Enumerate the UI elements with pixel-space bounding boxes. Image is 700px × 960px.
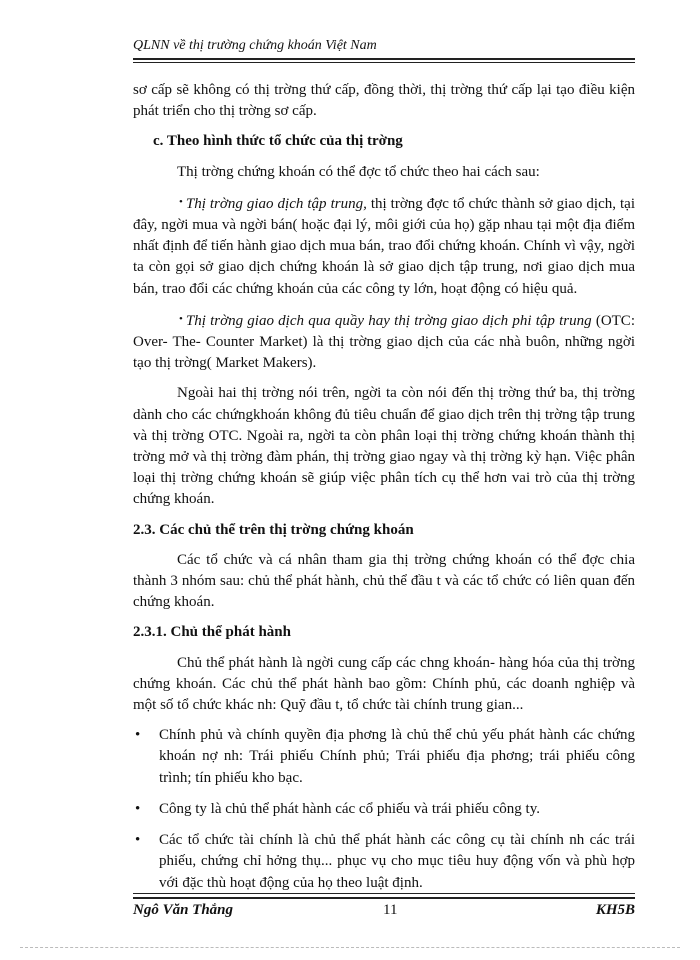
bullet-icon: • <box>179 195 183 208</box>
bullet-term: Thị trờng giao dịch qua quầy hay thị trờng giao dịch phi tập trung <box>185 312 592 329</box>
footer-rule-thin <box>133 893 635 894</box>
bullet-paragraph <box>133 192 635 300</box>
header-rule-thin <box>133 62 635 63</box>
bullet-text: thị trờng đợc tổ chức thành sở giao dịch, tại đây, ngời mua và ngời bán( hoặc đại lý, môi giới của họ) gặp nhau tại một địa điểm nhất định để tiến hành giao dịch mua bán, trao đổi chứng khoán. Chính vì vậy, ngời ta còn gọi sở giao dịch chứng khoán là sở giao dịch tập trung, nơi giao dịch mua bán, trao đổi các chứng khoán của các công ty lớn, hoạt động có hiệu quả. <box>133 195 636 297</box>
paragraph: Chủ thể phát hành là ngời cung cấp các chng khoán- hàng hóa của thị trờng chứng khoán. Các chủ thể phát hành bao gồm: Chính phủ, các doanh nghiệp và một số tổ chức khác nh: Quỹ đầu t, tổ chức tài chính trung gian... <box>133 654 635 714</box>
bullet-icon: • <box>179 312 183 325</box>
header-rule <box>133 58 635 60</box>
document-body <box>133 80 635 904</box>
paragraph: Thị trờng chứng khoán có thể đợc tổ chức theo hai cách sau: <box>177 163 540 180</box>
page-edge <box>20 947 680 948</box>
section-heading: 2.3.1. Chủ thể phát hành <box>133 624 291 641</box>
footer-class: KH5B <box>595 902 635 918</box>
list-item: • Chính phủ và chính quyền địa phơng là chủ thể chủ yếu phát hành các chứng khoán nợ nh: Trái phiếu Chính phủ; Trái phiếu địa phơng; trái phiếu công trình; tín phiếu kho bạc. <box>135 727 635 786</box>
bullet-icon: • <box>135 832 141 849</box>
footer-rule <box>133 897 635 899</box>
paragraph: sơ cấp sẽ không có thị trờng thứ cấp, đồng thời, thị trờng thứ cấp lại tạo điều kiện phát triển cho thị trờng sơ cấp. <box>133 82 635 120</box>
page-number: 11 <box>383 902 398 918</box>
bullet-paragraph <box>133 309 635 375</box>
paragraph: Ngoài hai thị trờng nói trên, ngời ta còn nói đến thị trờng thứ ba, thị trờng dành cho các chứngkhoán không đủ tiêu chuẩn để giao dịch trên thị trờng tập trung và thị trờng OTC. Ngoài ra, ngời ta còn phân loại thị trờng chứng khoán thành thị trờng mở và thị trờng đàm phán, thị trờng giao ngay và thị trờng kỳ hạn. Việc phân loại thị trờng chứng khoán sẽ giúp việc phân tích cụ thể hơn vai trò của thị trờng chứng khoán. <box>133 385 635 508</box>
bullet-text: (OTC: Over- The- Counter Market) là thị trờng giao dịch của các nhà buôn, những ngời tạo thị trờng( Market Makers). <box>133 312 635 372</box>
bullet-term: Thị trờng giao dịch tập trung, <box>185 195 367 212</box>
section-heading: 2.3. Các chủ thể trên thị trờng chứng khoán <box>133 521 414 538</box>
list-item: • Các tổ chức tài chính là chủ thể phát hành các công cụ tài chính nh các trái phiếu, chứng chỉ hởng thụ... phục vụ cho mục tiêu huy động vốn và phù hợp với đặc thù hoạt động của họ theo luật định. <box>135 832 635 891</box>
page-footer <box>133 902 635 922</box>
bullet-icon: • <box>135 800 141 817</box>
section-heading: c. Theo hình thức tổ chức của thị trờng <box>153 133 403 150</box>
running-header: QLNN về thị trường chứng khoán Việt Nam <box>133 38 377 53</box>
bullet-icon: • <box>135 727 141 744</box>
issuer-list <box>133 725 635 893</box>
paragraph: Các tổ chức và cá nhân tham gia thị trờng chứng khoán có thể đợc chia thành 3 nhóm sau: chủ thể phát hành, chủ thể đầu t và các tổ chức có liên quan đến chứng khoán. <box>133 551 635 611</box>
footer-author: Ngô Văn Thắng <box>133 902 234 918</box>
list-item: • Công ty là chủ thể phát hành các cổ phiếu và trái phiếu công ty. <box>133 799 635 820</box>
